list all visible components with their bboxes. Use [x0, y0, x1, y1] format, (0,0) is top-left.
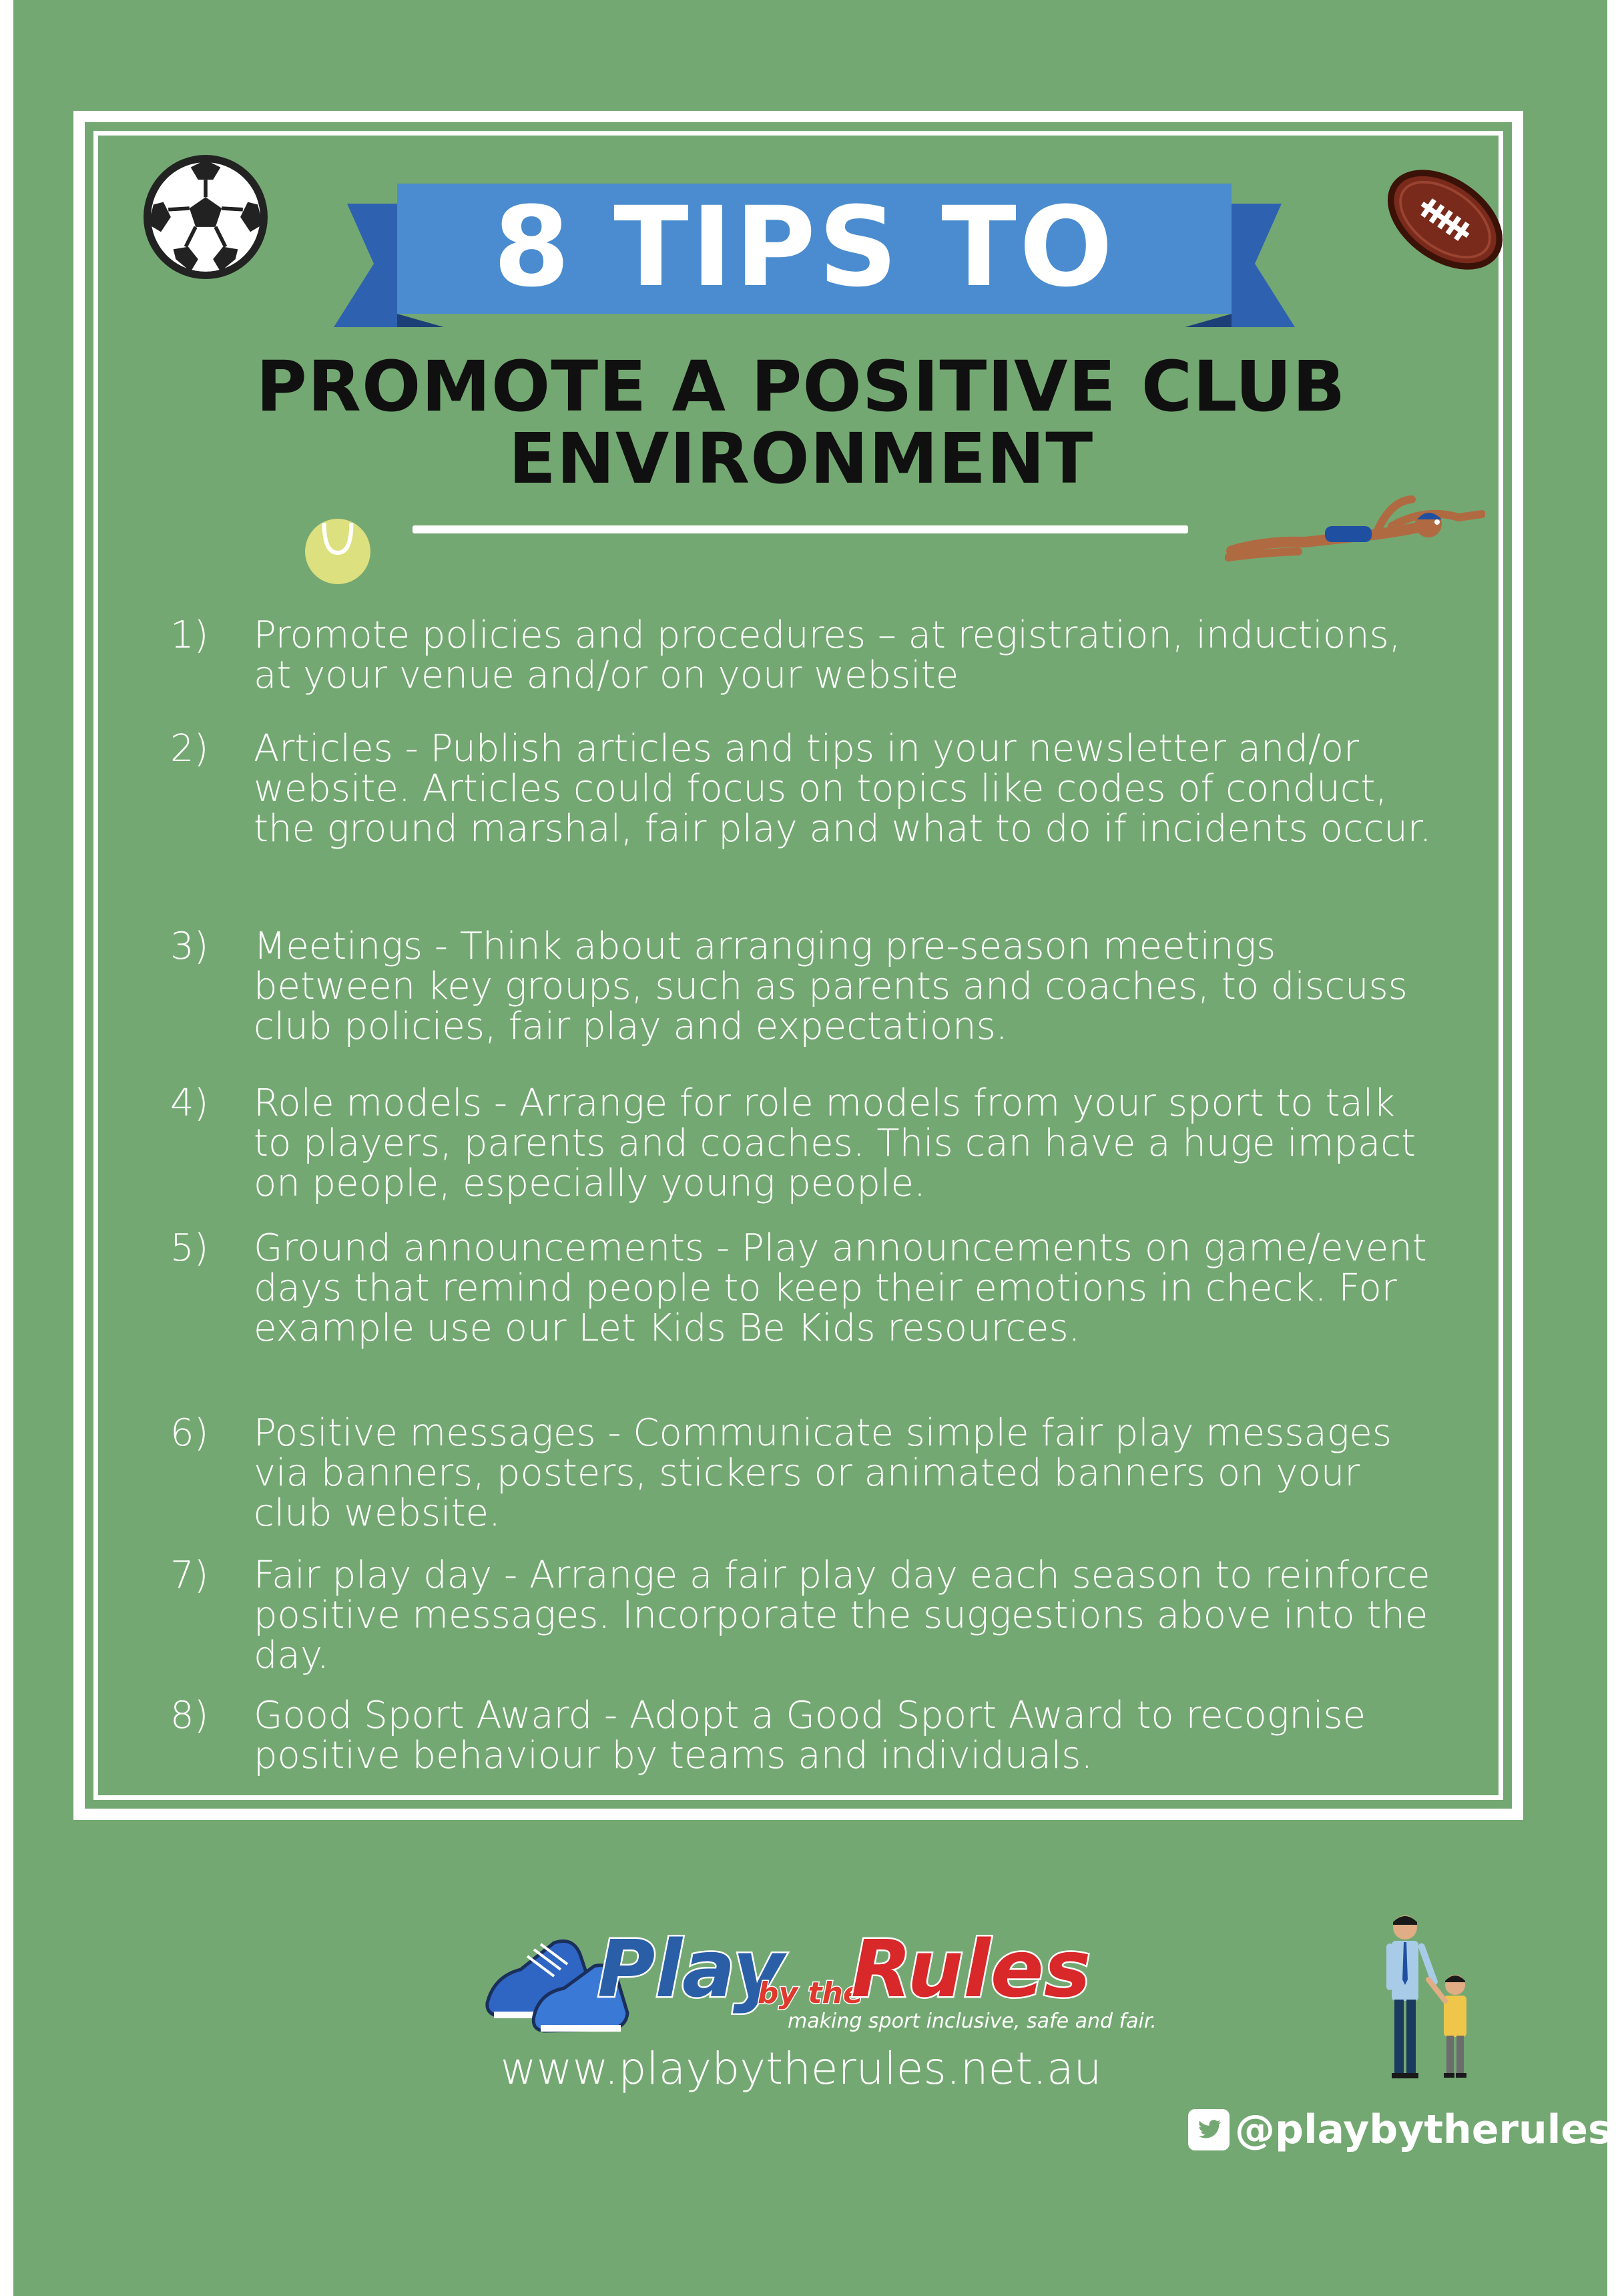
- svg-text:by the: by the: [758, 1976, 863, 2010]
- svg-text:Rules: Rules: [851, 1923, 1091, 2015]
- tip-text: Ground announcements - Play announcements on game/event days that remind people to keep their emotions in check. For example use our Let Kids Be Kids resources.: [254, 1226, 1427, 1350]
- tip-number: 1): [170, 614, 209, 657]
- tip-text: Articles - Publish articles and tips in your newsletter and/or website. Articles could focus on topics like codes of conduct, the ground marshal, fair play and what to do if incidents occur.: [254, 727, 1432, 851]
- twitter-handle-link[interactable]: [1188, 2103, 1612, 2156]
- tip-text: Role models - Arrange for role models from your sport to talk to players, parents and coaches. This can have a huge impact on people, especially young people.: [254, 1082, 1416, 1205]
- twitter-icon: [1188, 2109, 1230, 2150]
- heading-line-1: PROMOTE A POSITIVE CLUB: [256, 346, 1346, 427]
- tip-text: Promote policies and procedures – at registration, inductions, at your venue and/or on your website: [254, 614, 1401, 697]
- tip-text: Good Sport Award - Adopt a Good Sport Award to recognise positive behaviour by teams and individuals.: [254, 1694, 1366, 1777]
- parent-child-icon: [1372, 1913, 1492, 2086]
- tip-number: 3): [170, 925, 209, 968]
- tip-text: Positive messages - Communicate simple fair play messages via banners, posters, stickers or animated banners on your club website.: [254, 1411, 1392, 1535]
- tip-text: Fair play day - Arrange a fair play day each season to reinforce positive messages. Incorporate the suggestions above into the day.: [254, 1554, 1430, 1677]
- svg-text:Play: Play: [597, 1923, 784, 2015]
- tip-number: 7): [170, 1554, 209, 1597]
- logo-tagline: making sport inclusive, safe and fair.: [788, 2010, 1157, 2033]
- soccer-ball-icon: [144, 155, 268, 279]
- tip-number: 5): [170, 1226, 209, 1270]
- tip-number: 6): [170, 1411, 209, 1455]
- banner-title: 8 TIPS TO: [493, 183, 1116, 311]
- tip-number: 8): [170, 1694, 209, 1737]
- page-heading: [200, 346, 1402, 499]
- rugby-ball-icon: [1382, 160, 1509, 280]
- tip-text: Meetings - Think about arranging pre-season meetings between key groups, such as parents and coaches, to discuss club policies, fair play and expectations.: [254, 925, 1408, 1048]
- swimmer-icon: [1225, 494, 1485, 567]
- heading-divider: [413, 525, 1188, 533]
- tennis-ball-icon: [304, 517, 372, 586]
- tip-number: 2): [170, 727, 209, 770]
- heading-line-2: ENVIRONMENT: [508, 418, 1094, 499]
- twitter-handle: @playbytherules: [1235, 2106, 1612, 2153]
- website-link[interactable]: www.playbytherules.net.au: [500, 2043, 1102, 2094]
- tip-number: 4): [170, 1082, 209, 1125]
